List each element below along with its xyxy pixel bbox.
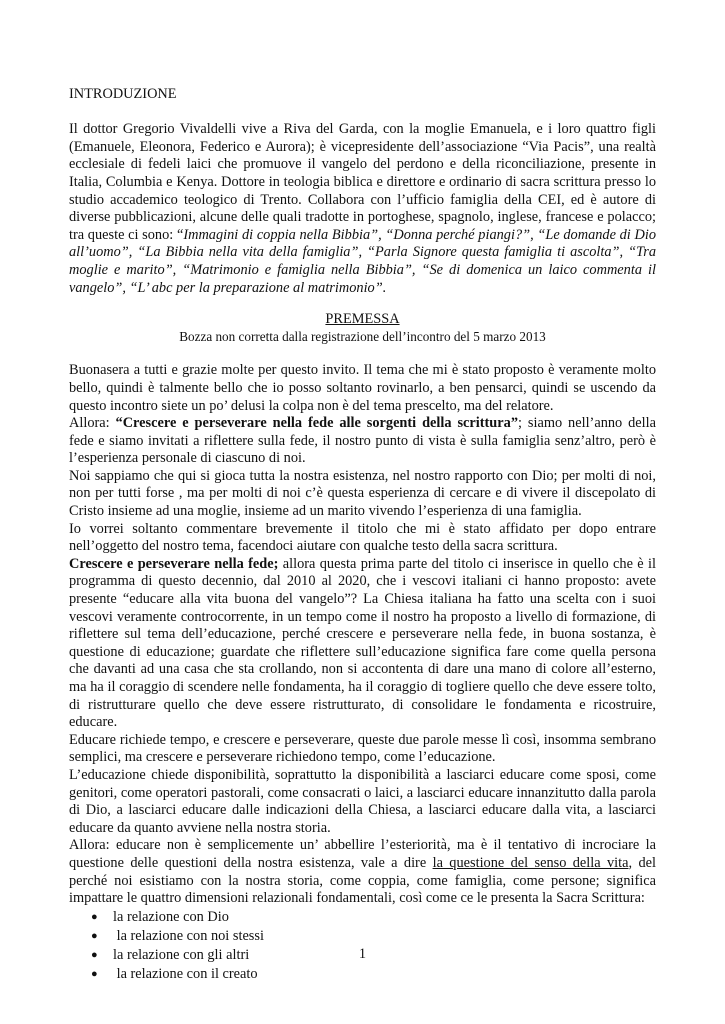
list-item-text: la relazione con gli altri	[113, 947, 250, 964]
body-paragraph-8-rest: , del perché noi esistiamo con la nostra storia, come coppia, come famiglia, come persone; significa impattare le quattro dimensioni relazionali fondamentali, così come ce le presenta la Sacra Scrittura:	[69, 854, 656, 907]
body-paragraph-2	[69, 415, 656, 468]
body-paragraph-4: Io vorrei soltanto commentare brevemente il titolo che mi è stato affidato per dopo entrare nell’oggetto del nostro tema, facendoci aiutare con qualche testo della sacra scrittura.	[69, 520, 656, 555]
bullet-icon: ●	[91, 910, 98, 923]
publications-list: Immagini di coppia nella Bibbia”, “Donna perché piangi?”, “Le domande di Dio all’uomo”, “La Bibbia nella vita della famiglia”, “Parla Signore questa famiglia ti ascolta”, “Tra moglie e marito”, “Matrimonio e famiglia nella Bibbia”, “Se di domenica un laico commenta il vangelo”, “L’ abc per la preparazione al matrimonio”.	[69, 226, 656, 296]
body-paragraph-2-lead: Allora:	[69, 415, 116, 432]
document-page	[69, 86, 656, 984]
body-paragraph-2-rest: ; siamo nell’anno della fede e siamo invitati a riflettere sulla fede, il nostro punto di vista è sulla famiglia senz’altro, però è l’esperienza personale di ciascuno di noi.	[69, 415, 656, 467]
list-item	[69, 965, 656, 984]
body-paragraph-3: Noi sappiamo che qui si gioca tutta la nostra esistenza, nel nostro rapporto con Dio; per molti di noi, non per tutti forse , ma per molti di noi c’è questa esperienza di cercare e di vivere il discepolato di Cristo insieme ad una moglie, insieme ad un marito vivendo l’esperienza di una famiglia.	[69, 467, 656, 520]
introduction-heading: INTRODUZIONE	[69, 86, 177, 102]
body-paragraph-1: Buonasera a tutti e grazie molte per questo invito. Il tema che mi è stato proposto è veramente molto bello, quindi è talmente bello che io posso soltanto rovinarlo, a ben pensarci, quindi se uscendo da questo incontro siete un po’ delusi la colpa non è del tema prescelto, ma del relatore.	[69, 362, 656, 414]
spacer	[69, 297, 656, 311]
body-paragraph-8	[69, 837, 656, 907]
introduction-paragraph	[69, 121, 656, 297]
list-item-text: la relazione con noi stessi	[113, 927, 264, 944]
page-number: 1	[358, 946, 367, 962]
body-paragraph-5	[69, 556, 656, 732]
bullet-icon: ●	[91, 929, 98, 942]
list-item	[69, 927, 656, 946]
body-paragraph-7: L’educazione chiede disponibilità, soprattutto la disponibilità a lasciarci educare come sposi, come genitori, come operatori pastorali, come consacrati o laici, a lasciarci educare innanzitutto dalla parola di Dio, a lasciarci educare dalle indicazioni della Chiesa, a lasciarci educare dalla vita, a lasciarci educare da quanto avviene nella nostra storia.	[69, 766, 656, 836]
premessa-heading: PREMESSA	[325, 311, 400, 328]
key-question-phrase: la questione del senso della vita	[432, 854, 629, 871]
spacer	[69, 345, 656, 363]
body-paragraph-8-lead: Allora: educare non è semplicemente un’ abbellire l’esteriorità, ma è il tentativo di incrociare la questione delle questioni della nostra esistenza, vale a dire	[69, 837, 656, 871]
talk-title: “Crescere e perseverare nella fede alle sorgenti della scrittura”	[115, 415, 518, 432]
body-paragraph-5-rest: allora questa prima parte del titolo ci inserisce in quello che è il programma di questo decennio, dal 2010 al 2020, che i vescovi italiani ci hanno proposto: avete presente “educare alla vita buona del vangelo”? La Chiesa italiana ha fatto una scelta con i suoi vescovi veramente controcorrente, in un tempo come il nostro ha proposto a livello di formazione, di riflettere sul tema dell’educazione, perché crescere e perseverare nella fede, in buona sostanza, è questione di educazione; guardate che riflettere sull’educazione significa fare come quella persona che davanti ad una casa che sta crollando, non si accontenta di dare una mano di colore all’esterno, ma ha il coraggio di scendere nelle fondamenta, ha il coraggio di togliere quello che deve essere tolto, di ristrutturare quello che deve essere ristrutturato, di consolidare le fondamenta e ricostruire, educare.	[69, 555, 656, 731]
list-item-text: la relazione con il creato	[113, 966, 258, 983]
list-item-text: la relazione con Dio	[113, 908, 229, 925]
body-paragraph-5-lead: Crescere e perseverare nella fede;	[69, 555, 279, 572]
list-item	[69, 908, 656, 927]
body-paragraph-6: Educare richiede tempo, e crescere e perseverare, queste due parole messe lì così, insomma sembrano semplici, ma crescere e perseverare richiedono tempo, come l’educazione.	[69, 731, 656, 766]
introduction-text: Il dottor Gregorio Vivaldelli vive a Riva del Garda, con la moglie Emanuela, e i loro quattro figli (Emanuele, Eleonora, Federico e Aurora); è vicepresidente dell’associazione “Via Pacis”, una realtà ecclesiale di fedeli laici che promuove il vangelo del perdono e della riconciliazione, presente in Italia, Columbia e Kenya. Dottore in teologia biblica e direttore e ordinario di sacra scrittura presso lo studio accademico teologico di Trento. Collabora con l’ufficio famiglia della CEI, ed è autore di diverse pubblicazioni, alcune delle quali tradotte in portoghese, spagnolo, inglese, francese e polacco; tra queste ci sono: “	[69, 121, 656, 243]
premessa-subtitle: Bozza non corretta dalla registrazione dell’incontro del 5 marzo 2013	[179, 328, 546, 344]
bullet-icon: ●	[91, 949, 98, 962]
bullet-icon: ●	[91, 968, 98, 981]
